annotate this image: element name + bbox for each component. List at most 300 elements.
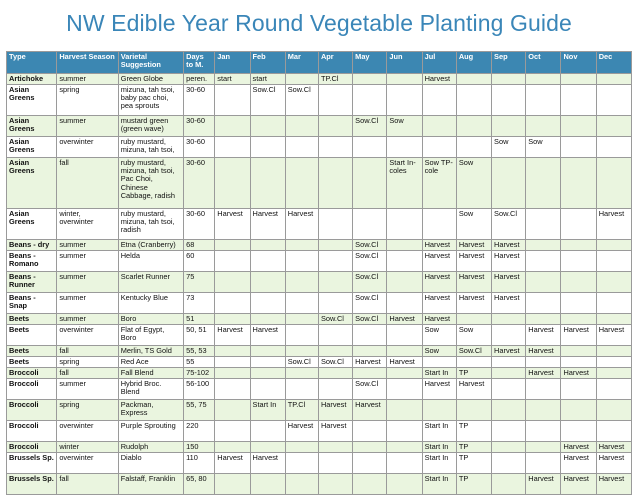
table-cell: Packman, Express xyxy=(118,400,183,421)
table-cell: 73 xyxy=(184,293,215,314)
table-cell xyxy=(318,474,352,495)
table-cell: Harvest xyxy=(526,325,561,346)
table-cell xyxy=(318,442,352,453)
cell-type: Artichoke xyxy=(7,74,57,85)
table-cell xyxy=(387,209,422,240)
table-cell: TP xyxy=(456,453,491,474)
table-row xyxy=(7,137,632,158)
column-header: Mar xyxy=(285,52,318,74)
table-cell xyxy=(353,346,387,357)
cell-type: Broccoli xyxy=(7,368,57,379)
table-cell xyxy=(387,251,422,272)
table-cell: 68 xyxy=(184,240,215,251)
cell-type: Asian Greens xyxy=(7,158,57,209)
table-cell xyxy=(561,421,596,442)
table-cell xyxy=(318,293,352,314)
column-header: Jul xyxy=(422,52,456,74)
table-cell xyxy=(526,442,561,453)
table-cell xyxy=(250,474,285,495)
table-cell: Harvest xyxy=(596,442,631,453)
table-cell xyxy=(526,74,561,85)
table-cell: Harvest xyxy=(561,453,596,474)
planting-table-container xyxy=(6,51,632,495)
table-cell xyxy=(596,357,631,368)
table-cell: Harvest xyxy=(561,474,596,495)
table-cell: Harvest xyxy=(422,314,456,325)
table-cell xyxy=(318,116,352,137)
table-cell xyxy=(387,421,422,442)
table-cell: 55, 53 xyxy=(184,346,215,357)
table-cell xyxy=(561,314,596,325)
table-cell xyxy=(353,453,387,474)
table-cell: TP.Cl xyxy=(318,74,352,85)
table-cell: TP.Cl xyxy=(285,400,318,421)
table-cell xyxy=(250,357,285,368)
table-cell xyxy=(318,272,352,293)
table-cell xyxy=(387,137,422,158)
table-cell: Sow.Cl xyxy=(353,251,387,272)
table-cell: ruby mustard, mizuna, tah tsoi, xyxy=(118,137,183,158)
table-cell: summer xyxy=(57,116,118,137)
table-row xyxy=(7,325,632,346)
table-cell: 55 xyxy=(184,357,215,368)
table-cell xyxy=(526,314,561,325)
table-cell: Sow xyxy=(422,346,456,357)
table-cell: Flat of Egypt, Boro xyxy=(118,325,183,346)
table-cell xyxy=(215,314,250,325)
table-cell xyxy=(561,74,596,85)
cell-type: Broccoli xyxy=(7,379,57,400)
table-cell: ruby mustard, mizuna, tah tsoi, radish xyxy=(118,209,183,240)
column-header: Harvest Season xyxy=(57,52,118,74)
table-cell xyxy=(285,272,318,293)
table-cell xyxy=(526,209,561,240)
table-row xyxy=(7,368,632,379)
table-cell xyxy=(285,453,318,474)
table-cell xyxy=(353,158,387,209)
table-cell xyxy=(285,251,318,272)
table-cell xyxy=(387,379,422,400)
table-cell xyxy=(215,240,250,251)
cell-type: Broccoli xyxy=(7,421,57,442)
table-cell xyxy=(526,116,561,137)
table-cell: Sow xyxy=(456,158,491,209)
table-cell: Kentucky Blue xyxy=(118,293,183,314)
table-cell xyxy=(215,137,250,158)
table-cell xyxy=(561,251,596,272)
table-cell xyxy=(387,346,422,357)
table-cell: Harvest xyxy=(387,314,422,325)
table-cell xyxy=(492,379,526,400)
table-cell: Sow.Cl xyxy=(353,314,387,325)
table-cell xyxy=(353,85,387,116)
table-cell: ruby mustard, mizuna, tah tsoi, Pac Choi, Chinese Cabbage, radish xyxy=(118,158,183,209)
table-cell xyxy=(492,421,526,442)
table-cell: TP xyxy=(456,368,491,379)
table-cell: Start In xyxy=(422,368,456,379)
table-cell xyxy=(492,314,526,325)
table-cell: 110 xyxy=(184,453,215,474)
table-cell xyxy=(456,116,491,137)
table-cell: Harvest xyxy=(250,209,285,240)
table-cell: Harvest xyxy=(353,400,387,421)
table-cell: start xyxy=(250,74,285,85)
table-cell: Sow TP-cole xyxy=(422,158,456,209)
table-cell: fall xyxy=(57,346,118,357)
table-cell xyxy=(215,379,250,400)
table-cell: 50, 51 xyxy=(184,325,215,346)
table-cell xyxy=(353,325,387,346)
table-cell xyxy=(561,400,596,421)
table-cell xyxy=(456,74,491,85)
table-cell: Harvest xyxy=(561,325,596,346)
table-cell xyxy=(492,368,526,379)
table-body xyxy=(7,74,632,495)
table-cell xyxy=(318,209,352,240)
table-row xyxy=(7,74,632,85)
table-cell xyxy=(492,357,526,368)
table-cell: Harvest xyxy=(596,474,631,495)
table-cell xyxy=(285,116,318,137)
table-cell: Harvest xyxy=(492,272,526,293)
column-header: Oct xyxy=(526,52,561,74)
table-cell: Harvest xyxy=(596,325,631,346)
cell-type: Beans - Romano xyxy=(7,251,57,272)
cell-type: Asian Greens xyxy=(7,209,57,240)
table-cell xyxy=(285,442,318,453)
table-cell: summer xyxy=(57,293,118,314)
table-cell: TP xyxy=(456,421,491,442)
table-cell xyxy=(596,368,631,379)
table-cell: Harvest xyxy=(526,368,561,379)
table-cell xyxy=(526,158,561,209)
table-cell xyxy=(526,251,561,272)
table-cell xyxy=(526,379,561,400)
table-cell xyxy=(456,314,491,325)
table-cell xyxy=(561,209,596,240)
table-row xyxy=(7,379,632,400)
table-cell: 220 xyxy=(184,421,215,442)
table-cell: 75 xyxy=(184,272,215,293)
table-cell xyxy=(492,400,526,421)
table-cell xyxy=(596,251,631,272)
table-cell: summer xyxy=(57,74,118,85)
table-cell: overwinter xyxy=(57,137,118,158)
table-cell xyxy=(561,137,596,158)
column-header: Jan xyxy=(215,52,250,74)
table-row xyxy=(7,357,632,368)
table-cell xyxy=(456,85,491,116)
cell-type: Beets xyxy=(7,357,57,368)
table-cell: Helda xyxy=(118,251,183,272)
table-cell xyxy=(387,240,422,251)
table-cell xyxy=(492,453,526,474)
table-cell: fall xyxy=(57,158,118,209)
table-cell xyxy=(318,453,352,474)
table-cell: Sow.Cl xyxy=(318,314,352,325)
table-cell: peren. xyxy=(184,74,215,85)
cell-type: Beans - Runner xyxy=(7,272,57,293)
table-cell: start xyxy=(215,74,250,85)
table-cell xyxy=(353,421,387,442)
table-cell xyxy=(387,325,422,346)
table-cell: 150 xyxy=(184,442,215,453)
column-header: Jun xyxy=(387,52,422,74)
cell-type: Asian Greens xyxy=(7,85,57,116)
table-cell: Fall Blend xyxy=(118,368,183,379)
table-cell: Start In xyxy=(422,442,456,453)
table-cell xyxy=(387,293,422,314)
table-cell xyxy=(596,272,631,293)
cell-type: Beets xyxy=(7,346,57,357)
column-header: Nov xyxy=(561,52,596,74)
table-cell xyxy=(215,368,250,379)
table-cell xyxy=(596,85,631,116)
table-cell xyxy=(596,240,631,251)
table-cell xyxy=(596,421,631,442)
planting-table xyxy=(6,51,632,495)
table-cell xyxy=(215,357,250,368)
table-cell xyxy=(387,85,422,116)
column-header: Apr xyxy=(318,52,352,74)
table-cell: Red Ace xyxy=(118,357,183,368)
table-cell xyxy=(285,474,318,495)
cell-type: Asian Greens xyxy=(7,116,57,137)
table-cell xyxy=(318,240,352,251)
table-cell: Harvest xyxy=(215,325,250,346)
table-cell: summer xyxy=(57,272,118,293)
table-cell: 55, 75 xyxy=(184,400,215,421)
table-cell: 30-60 xyxy=(184,209,215,240)
table-cell: Etna (Cranberry) xyxy=(118,240,183,251)
table-cell: summer xyxy=(57,240,118,251)
table-cell xyxy=(387,442,422,453)
table-cell xyxy=(422,357,456,368)
table-cell xyxy=(250,116,285,137)
table-cell: Harvest xyxy=(422,74,456,85)
table-cell: overwinter xyxy=(57,421,118,442)
table-cell xyxy=(285,368,318,379)
table-cell xyxy=(422,209,456,240)
cell-type: Brussels Sp. xyxy=(7,453,57,474)
table-cell: Sow.Cl xyxy=(456,346,491,357)
table-row xyxy=(7,272,632,293)
table-cell: Harvest xyxy=(596,209,631,240)
table-cell: Sow xyxy=(492,137,526,158)
table-row xyxy=(7,400,632,421)
table-cell xyxy=(561,357,596,368)
table-cell xyxy=(561,158,596,209)
table-cell: mizuna, tah tsoi, baby pac choi, pea sprouts xyxy=(118,85,183,116)
table-cell xyxy=(285,314,318,325)
table-cell: summer xyxy=(57,314,118,325)
table-cell: 30-60 xyxy=(184,116,215,137)
table-cell xyxy=(285,346,318,357)
table-row xyxy=(7,314,632,325)
table-row xyxy=(7,240,632,251)
table-cell xyxy=(250,346,285,357)
table-cell: Harvest xyxy=(422,293,456,314)
table-cell xyxy=(318,251,352,272)
table-cell xyxy=(285,137,318,158)
table-cell: Sow xyxy=(387,116,422,137)
table-cell xyxy=(215,442,250,453)
table-cell: Purple Sprouting xyxy=(118,421,183,442)
table-cell xyxy=(526,453,561,474)
table-cell xyxy=(215,474,250,495)
table-cell: Harvest xyxy=(596,453,631,474)
table-cell: Harvest xyxy=(456,240,491,251)
table-cell xyxy=(526,240,561,251)
table-row xyxy=(7,85,632,116)
table-cell: Start In xyxy=(422,453,456,474)
table-cell xyxy=(387,400,422,421)
table-cell xyxy=(456,357,491,368)
table-row xyxy=(7,346,632,357)
table-cell: spring xyxy=(57,400,118,421)
table-cell: Harvest xyxy=(285,421,318,442)
table-cell: Harvest xyxy=(456,379,491,400)
table-cell: Scarlet Runner xyxy=(118,272,183,293)
table-cell xyxy=(526,272,561,293)
table-cell: winter xyxy=(57,442,118,453)
cell-type: Beans - dry xyxy=(7,240,57,251)
table-cell: Harvest xyxy=(422,272,456,293)
table-cell: Harvest xyxy=(318,400,352,421)
table-cell: Harvest xyxy=(456,293,491,314)
table-cell xyxy=(285,325,318,346)
table-cell: Harvest xyxy=(526,474,561,495)
table-cell xyxy=(596,137,631,158)
table-cell: Harvest xyxy=(456,251,491,272)
cell-type: Beets xyxy=(7,325,57,346)
table-cell xyxy=(250,240,285,251)
table-cell: 65, 80 xyxy=(184,474,215,495)
table-cell: Harvest xyxy=(422,240,456,251)
table-cell: 30-60 xyxy=(184,158,215,209)
table-cell xyxy=(561,85,596,116)
table-cell: spring xyxy=(57,357,118,368)
table-cell xyxy=(250,158,285,209)
page-title: NW Edible Year Round Vegetable Planting Guide xyxy=(66,10,572,36)
table-cell xyxy=(250,421,285,442)
table-cell xyxy=(387,474,422,495)
table-cell: Sow xyxy=(456,209,491,240)
table-cell xyxy=(318,158,352,209)
table-cell xyxy=(526,293,561,314)
table-cell xyxy=(526,421,561,442)
table-cell: Harvest xyxy=(422,251,456,272)
table-cell xyxy=(492,325,526,346)
table-cell: Start In xyxy=(250,400,285,421)
table-cell: Start In xyxy=(422,474,456,495)
table-cell: Harvest xyxy=(526,346,561,357)
table-cell: Sow.Cl xyxy=(285,357,318,368)
table-cell xyxy=(492,85,526,116)
table-row xyxy=(7,442,632,453)
table-cell: Sow xyxy=(422,325,456,346)
table-cell xyxy=(561,379,596,400)
table-cell xyxy=(215,421,250,442)
table-cell xyxy=(215,85,250,116)
table-cell xyxy=(353,74,387,85)
table-cell: Sow xyxy=(456,325,491,346)
table-cell: Sow.Cl xyxy=(250,85,285,116)
table-cell: fall xyxy=(57,474,118,495)
table-cell xyxy=(526,85,561,116)
table-cell xyxy=(456,400,491,421)
table-cell xyxy=(215,400,250,421)
column-header: Varietal Suggestion xyxy=(118,52,183,74)
table-cell: Sow.Cl xyxy=(318,357,352,368)
table-cell xyxy=(250,272,285,293)
table-cell xyxy=(596,400,631,421)
table-cell xyxy=(492,442,526,453)
table-cell: Rudolph xyxy=(118,442,183,453)
table-cell: Sow.Cl xyxy=(492,209,526,240)
table-cell: TP xyxy=(456,442,491,453)
table-cell xyxy=(596,314,631,325)
table-cell: Diablo xyxy=(118,453,183,474)
table-cell xyxy=(318,137,352,158)
table-cell xyxy=(561,272,596,293)
table-cell xyxy=(250,368,285,379)
table-cell xyxy=(215,251,250,272)
table-cell: Harvest xyxy=(215,209,250,240)
table-cell xyxy=(422,85,456,116)
table-cell: summer xyxy=(57,379,118,400)
table-cell: 30-60 xyxy=(184,85,215,116)
table-cell xyxy=(215,346,250,357)
table-cell xyxy=(492,116,526,137)
table-cell: Harvest xyxy=(561,368,596,379)
table-cell xyxy=(215,158,250,209)
table-cell xyxy=(353,442,387,453)
table-cell: Harvest xyxy=(492,251,526,272)
table-cell: Harvest xyxy=(215,453,250,474)
table-cell: Start In xyxy=(422,421,456,442)
table-cell: summer xyxy=(57,251,118,272)
table-cell: Start In-coles xyxy=(387,158,422,209)
table-cell xyxy=(526,357,561,368)
table-cell: winter, overwinter xyxy=(57,209,118,240)
table-cell xyxy=(285,379,318,400)
table-cell: Sow.Cl xyxy=(353,293,387,314)
table-cell xyxy=(492,74,526,85)
table-row xyxy=(7,116,632,137)
table-header-row xyxy=(7,52,632,74)
table-cell: Harvest xyxy=(250,453,285,474)
table-cell: Harvest xyxy=(422,379,456,400)
table-cell: Hybrid Broc. Blend xyxy=(118,379,183,400)
table-cell xyxy=(526,400,561,421)
table-cell: overwinter xyxy=(57,453,118,474)
table-row xyxy=(7,158,632,209)
table-cell: Harvest xyxy=(492,293,526,314)
table-cell xyxy=(285,240,318,251)
table-cell: Harvest xyxy=(250,325,285,346)
table-cell: Harvest xyxy=(285,209,318,240)
table-cell xyxy=(353,474,387,495)
table-cell xyxy=(318,379,352,400)
table-cell: Sow.Cl xyxy=(285,85,318,116)
table-cell xyxy=(318,368,352,379)
table-cell: Sow.Cl xyxy=(353,379,387,400)
table-cell: fall xyxy=(57,368,118,379)
table-cell: overwinter xyxy=(57,325,118,346)
cell-type: Broccoli xyxy=(7,442,57,453)
table-cell xyxy=(387,272,422,293)
